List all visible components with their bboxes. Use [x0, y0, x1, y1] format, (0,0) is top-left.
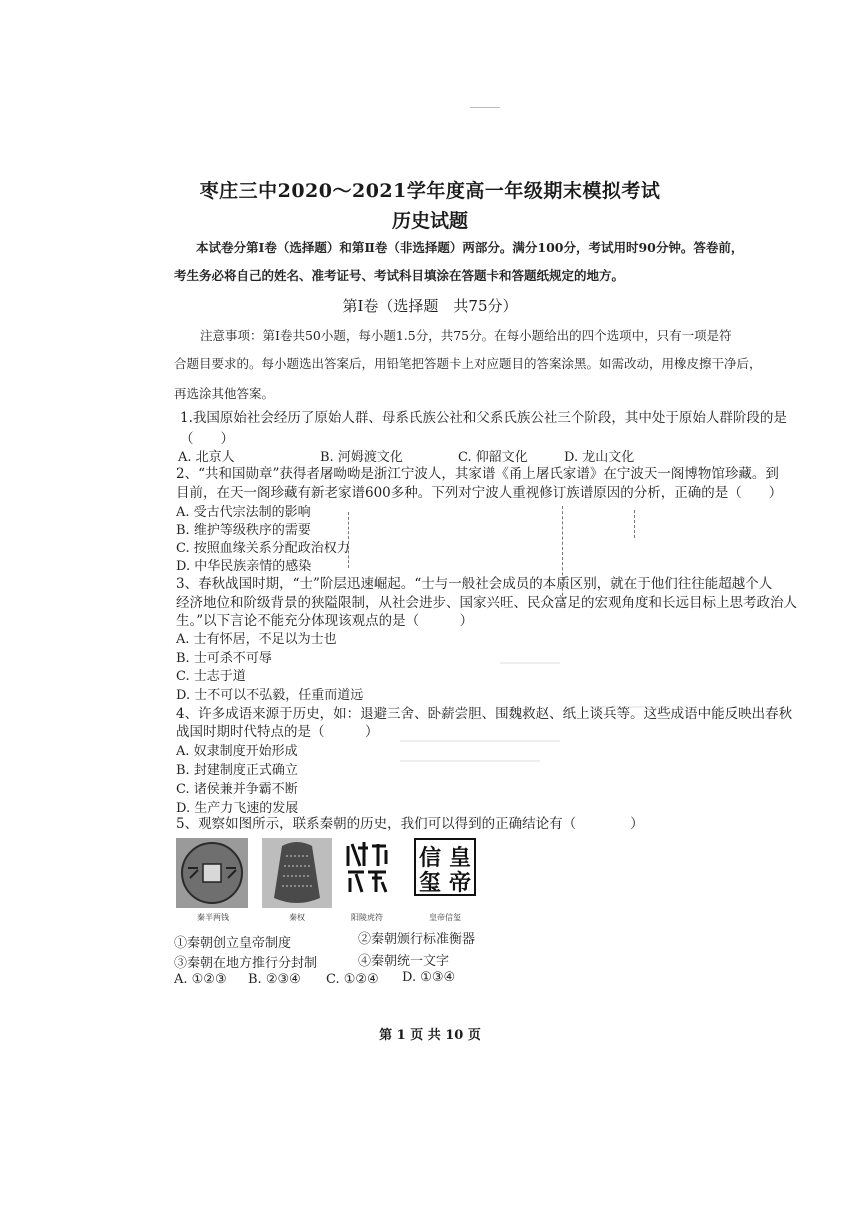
scan-mark	[470, 107, 500, 108]
question-3-option-a: A. 士有怀居，不足以为士也	[176, 632, 337, 647]
question-5-statement: ③秦朝在地方推行分封制	[174, 956, 318, 971]
seal-char: 帝	[448, 870, 472, 896]
subject-title: 历史试题	[391, 210, 468, 232]
question-1-option-d: D. 龙山文化	[564, 450, 635, 465]
question-4-stem: 战国时期时代特点的是（ ）	[176, 724, 379, 740]
question-5-option-a: A. ①②③	[174, 972, 227, 987]
imperial-seal-caption: 皇帝信玺	[429, 913, 461, 922]
question-5-stem: 5、观察如图所示，联系秦朝的历史，我们可以得到的正确结论有（ ）	[176, 816, 644, 832]
notes-line: 合题目要求的。每小题选出答案后，用铅笔把答题卡上对应题目的答案涂黑。如需改动，用橡皮擦干净后，	[174, 356, 762, 371]
notes-line: 注意事项：第Ⅰ卷共50小题，每小题1.5分，共75分。在每小题给出的四个选项中，只有一项是符	[200, 328, 732, 343]
question-5-option-b: B. ②③④	[248, 972, 301, 987]
question-5-option-c: C. ①②④	[326, 972, 379, 987]
question-2-option-d: D. 中华民族亲情的感染	[176, 559, 312, 574]
question-1-blank: （ ）	[180, 431, 234, 447]
coin-caption: 秦半两钱	[197, 913, 229, 922]
bleed-through-mark	[500, 662, 560, 664]
question-1-option-c: C. 仰韶文化	[458, 450, 528, 465]
instruction-line: 本试卷分第Ⅰ卷（选择题）和第Ⅱ卷（非选择题）两部分。满分100分，考试用时90分钟。答卷前，	[196, 240, 744, 255]
exam-title: 枣庄三中2020～2021学年度高一年级期末模拟考试	[199, 180, 661, 202]
question-2-option-a: A. 受古代宗法制的影响	[176, 505, 311, 520]
section-title: 第Ⅰ卷（选择题 共75分）	[342, 297, 518, 315]
question-3-option-b: B. 士可杀不可辱	[176, 651, 272, 666]
question-3-stem: 生。”以下言论不能充分体现该观点的是（ ）	[176, 613, 474, 629]
question-5-option-d: D. ①③④	[402, 970, 456, 985]
imperial-seal-image	[414, 838, 476, 896]
weight-image	[262, 838, 332, 908]
question-5-statement: ①秦朝创立皇帝制度	[174, 936, 292, 951]
seal-char: 信	[418, 845, 442, 871]
question-4-option-a: A. 奴隶制度开始形成	[176, 744, 298, 759]
seal-char: 皇	[448, 845, 472, 871]
question-3-option-c: C. 士志于道	[176, 669, 246, 684]
question-4-option-c: C. 诸侯兼并争霸不断	[176, 782, 298, 797]
question-2-option-b: B. 维护等级秩序的需要	[176, 523, 311, 538]
question-3-stem: 3、春秋战国时期，“士”阶层迅速崛起。“士与一般社会成员的本质区别，就在于他们往往能超越个人	[176, 576, 773, 592]
bleed-through-mark	[634, 510, 635, 538]
question-2-stem: 目前，在天一阁珍藏有新老家谱600多种。下列对宁波人重视修订族谱原因的分析，正确的是（ ）	[176, 485, 783, 501]
tiger-tally-caption: 阳陵虎符	[351, 913, 383, 922]
bleed-through-mark	[400, 740, 560, 742]
tiger-tally-image	[342, 838, 392, 896]
question-5-statement: ②秦朝颁行标准衡器	[358, 932, 476, 947]
notes-line: 再选涂其他答案。	[174, 386, 275, 401]
question-4-option-d: D. 生产力飞速的发展	[176, 801, 299, 816]
coin-image	[176, 838, 248, 908]
question-2-option-c: C. 按照血缘关系分配政治权力	[176, 541, 350, 556]
instruction-line: 考生务必将自己的姓名、准考证号、考试科目填涂在答题卡和答题纸规定的地方。	[174, 268, 625, 283]
question-4-stem: 4、许多成语来源于历史，如：退避三舍、卧薪尝胆、围魏救赵、纸上谈兵等。这些成语中能反映出春秋	[176, 706, 793, 722]
question-5-statement: ④秦朝统一文字	[358, 954, 450, 969]
seal-char: 玺	[418, 870, 442, 896]
bleed-through-mark	[348, 512, 349, 568]
question-1-option-a: A. 北京人	[178, 450, 235, 465]
bleed-through-mark	[400, 760, 540, 762]
question-3-stem: 经济地位和阶级背景的狭隘限制，从社会进步、国家兴旺、民众富足的宏观角度和长远目标上思考政治人	[176, 595, 797, 611]
page-footer: 第 1 页 共 10 页	[379, 1028, 481, 1043]
question-2-stem: 2、“共和国勋章”获得者屠呦呦是浙江宁波人，其家谱《甬上屠氏家谱》在宁波天一阁博物馆珍藏。到	[176, 466, 779, 482]
question-1-stem: 1.我国原始社会经历了原始人群、母系氏族公社和父系氏族公社三个阶段，其中处于原始人群阶段的是	[180, 410, 787, 426]
question-4-option-b: B. 封建制度正式确立	[176, 763, 298, 778]
question-1-option-b: B. 河姆渡文化	[320, 450, 403, 465]
question-3-option-d: D. 士不可以不弘毅，任重而道远	[176, 688, 364, 703]
artifact-images	[176, 838, 476, 922]
weight-caption: 秦权	[289, 913, 305, 922]
